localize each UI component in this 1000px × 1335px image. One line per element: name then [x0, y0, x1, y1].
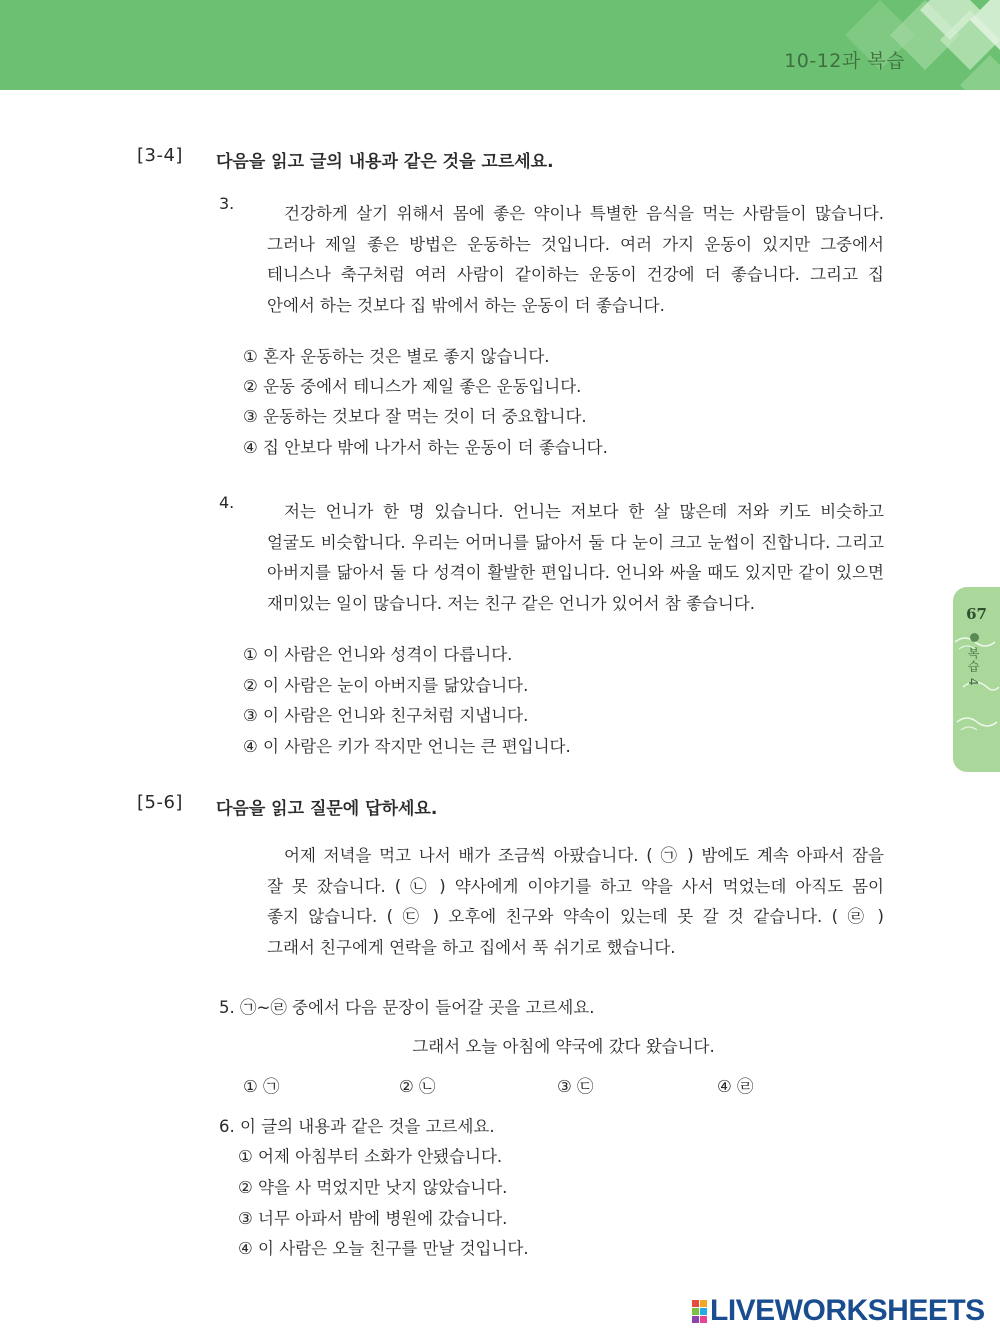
passage-line: 좋지 않습니다. ( ㉢ ) 오후에 친구와 약속이 있는데 못 갈 것 같습니다. ( ㉣ ) [267, 907, 884, 926]
logo-text: LIVEWORKSHEETS [710, 1294, 985, 1327]
question-3-passage [267, 199, 884, 321]
passage-line: 그래서 친구에게 연락을 하고 집에서 푹 쉬기로 했습니다. [267, 937, 676, 957]
logo-grid-icon [692, 1300, 707, 1323]
answer-option[interactable]: ① 이 사람은 언니와 성격이 다릅니다. [243, 645, 513, 664]
answer-option[interactable]: ④ 집 안보다 밖에 나가서 하는 운동이 더 좋습니다. [243, 438, 608, 457]
answer-option[interactable]: ② 약을 사 먹었지만 낫지 않았습니다. [238, 1178, 508, 1197]
answer-option[interactable]: ④ ㉣ [717, 1077, 754, 1096]
liveworksheets-logo[interactable] [692, 1294, 985, 1328]
answer-option[interactable]: ② ㉡ [399, 1077, 436, 1096]
answer-option[interactable]: ③ 이 사람은 언니와 친구처럼 지냅니다. [243, 706, 529, 725]
side-tab [953, 587, 1000, 772]
passage-line: 테니스나 축구처럼 여러 사람이 같이하는 운동이 건강에 더 좋습니다. 그리고 집 [267, 265, 884, 284]
diamond-pattern-icon [840, 0, 1000, 90]
passage-line: 저는 언니가 한 명 있습니다. 언니는 저보다 한 살 많은데 저와 키도 비슷하고 [284, 502, 884, 521]
question-4-passage [267, 497, 884, 619]
answer-option[interactable]: ② 운동 중에서 테니스가 제일 좋은 운동입니다. [243, 377, 582, 396]
question-number: 4. [219, 493, 235, 512]
passage-line: 어제 저녁을 먹고 나서 배가 조금씩 아팠습니다. ( ㉠ ) 밤에도 계속 아파서 잠을 [284, 846, 884, 865]
question-6-stem: 6. 이 글의 내용과 같은 것을 고르세요. [219, 1117, 495, 1136]
answer-option[interactable]: ③ 너무 아파서 밤에 병원에 갔습니다. [238, 1209, 508, 1228]
section-instruction: 다음을 읽고 질문에 답하세요. [216, 799, 438, 819]
bullet-dot-icon [970, 633, 979, 642]
passage-line: 아버지를 닮아서 둘 다 성격이 활발한 편입니다. 언니와 싸울 때도 있지만 같이 있으면 [267, 563, 884, 582]
answer-option[interactable]: ① 어제 아침부터 소화가 안됐습니다. [238, 1147, 503, 1166]
page-header [0, 0, 1000, 90]
passage-line: 안에서 하는 것보다 집 밖에서 하는 운동이 더 좋습니다. [267, 295, 665, 315]
chapter-label: 복습 4 [966, 647, 980, 687]
insert-sentence: 그래서 오늘 아침에 약국에 갔다 왔습니다. [412, 1037, 715, 1056]
section-number: [3-4] [137, 145, 183, 166]
answer-option[interactable]: ④ 이 사람은 키가 작지만 언니는 큰 편입니다. [243, 737, 571, 756]
answer-option[interactable]: ② 이 사람은 눈이 아버지를 닮았습니다. [243, 676, 529, 695]
passage-line: 잘 못 잤습니다. ( ㉡ ) 약사에게 이야기를 하고 약을 사서 먹었는데 아직도 몸이 [267, 876, 884, 896]
answer-option[interactable]: ① 혼자 운동하는 것은 별로 좋지 않습니다. [243, 347, 550, 366]
answer-option[interactable]: ③ ㉢ [557, 1077, 594, 1096]
answer-option[interactable]: ④ 이 사람은 오늘 친구를 만날 것입니다. [238, 1239, 529, 1258]
passage-line: 얼굴도 비슷합니다. 우리는 어머니를 닮아서 둘 다 눈이 크고 눈썹이 진합니다. 그리고 [267, 532, 884, 552]
answer-option[interactable]: ① ㉠ [243, 1077, 280, 1096]
section-instruction: 다음을 읽고 글의 내용과 같은 것을 고르세요. [216, 152, 554, 172]
page-number: 67 [966, 605, 987, 623]
question-number: 3. [219, 194, 235, 213]
passage-line: 건강하게 살기 위해서 몸에 좋은 약이나 특별한 음식을 먹는 사람들이 많습니다. [284, 204, 884, 223]
passage-line: 재미있는 일이 많습니다. 저는 친구 같은 언니가 있어서 참 좋습니다. [267, 593, 756, 613]
answer-option[interactable]: ③ 운동하는 것보다 잘 먹는 것이 더 중요합니다. [243, 407, 587, 426]
page-title: 10-12과 복습 [784, 50, 905, 72]
section-number: [5-6] [137, 792, 183, 813]
question-5-stem: 5. ㉠~㉣ 중에서 다음 문장이 들어갈 곳을 고르세요. [219, 998, 595, 1017]
passage-5-6 [267, 841, 884, 963]
passage-line: 그러나 제일 좋은 방법은 운동하는 것입니다. 여러 가지 운동이 있지만 그중에서 [267, 234, 884, 254]
